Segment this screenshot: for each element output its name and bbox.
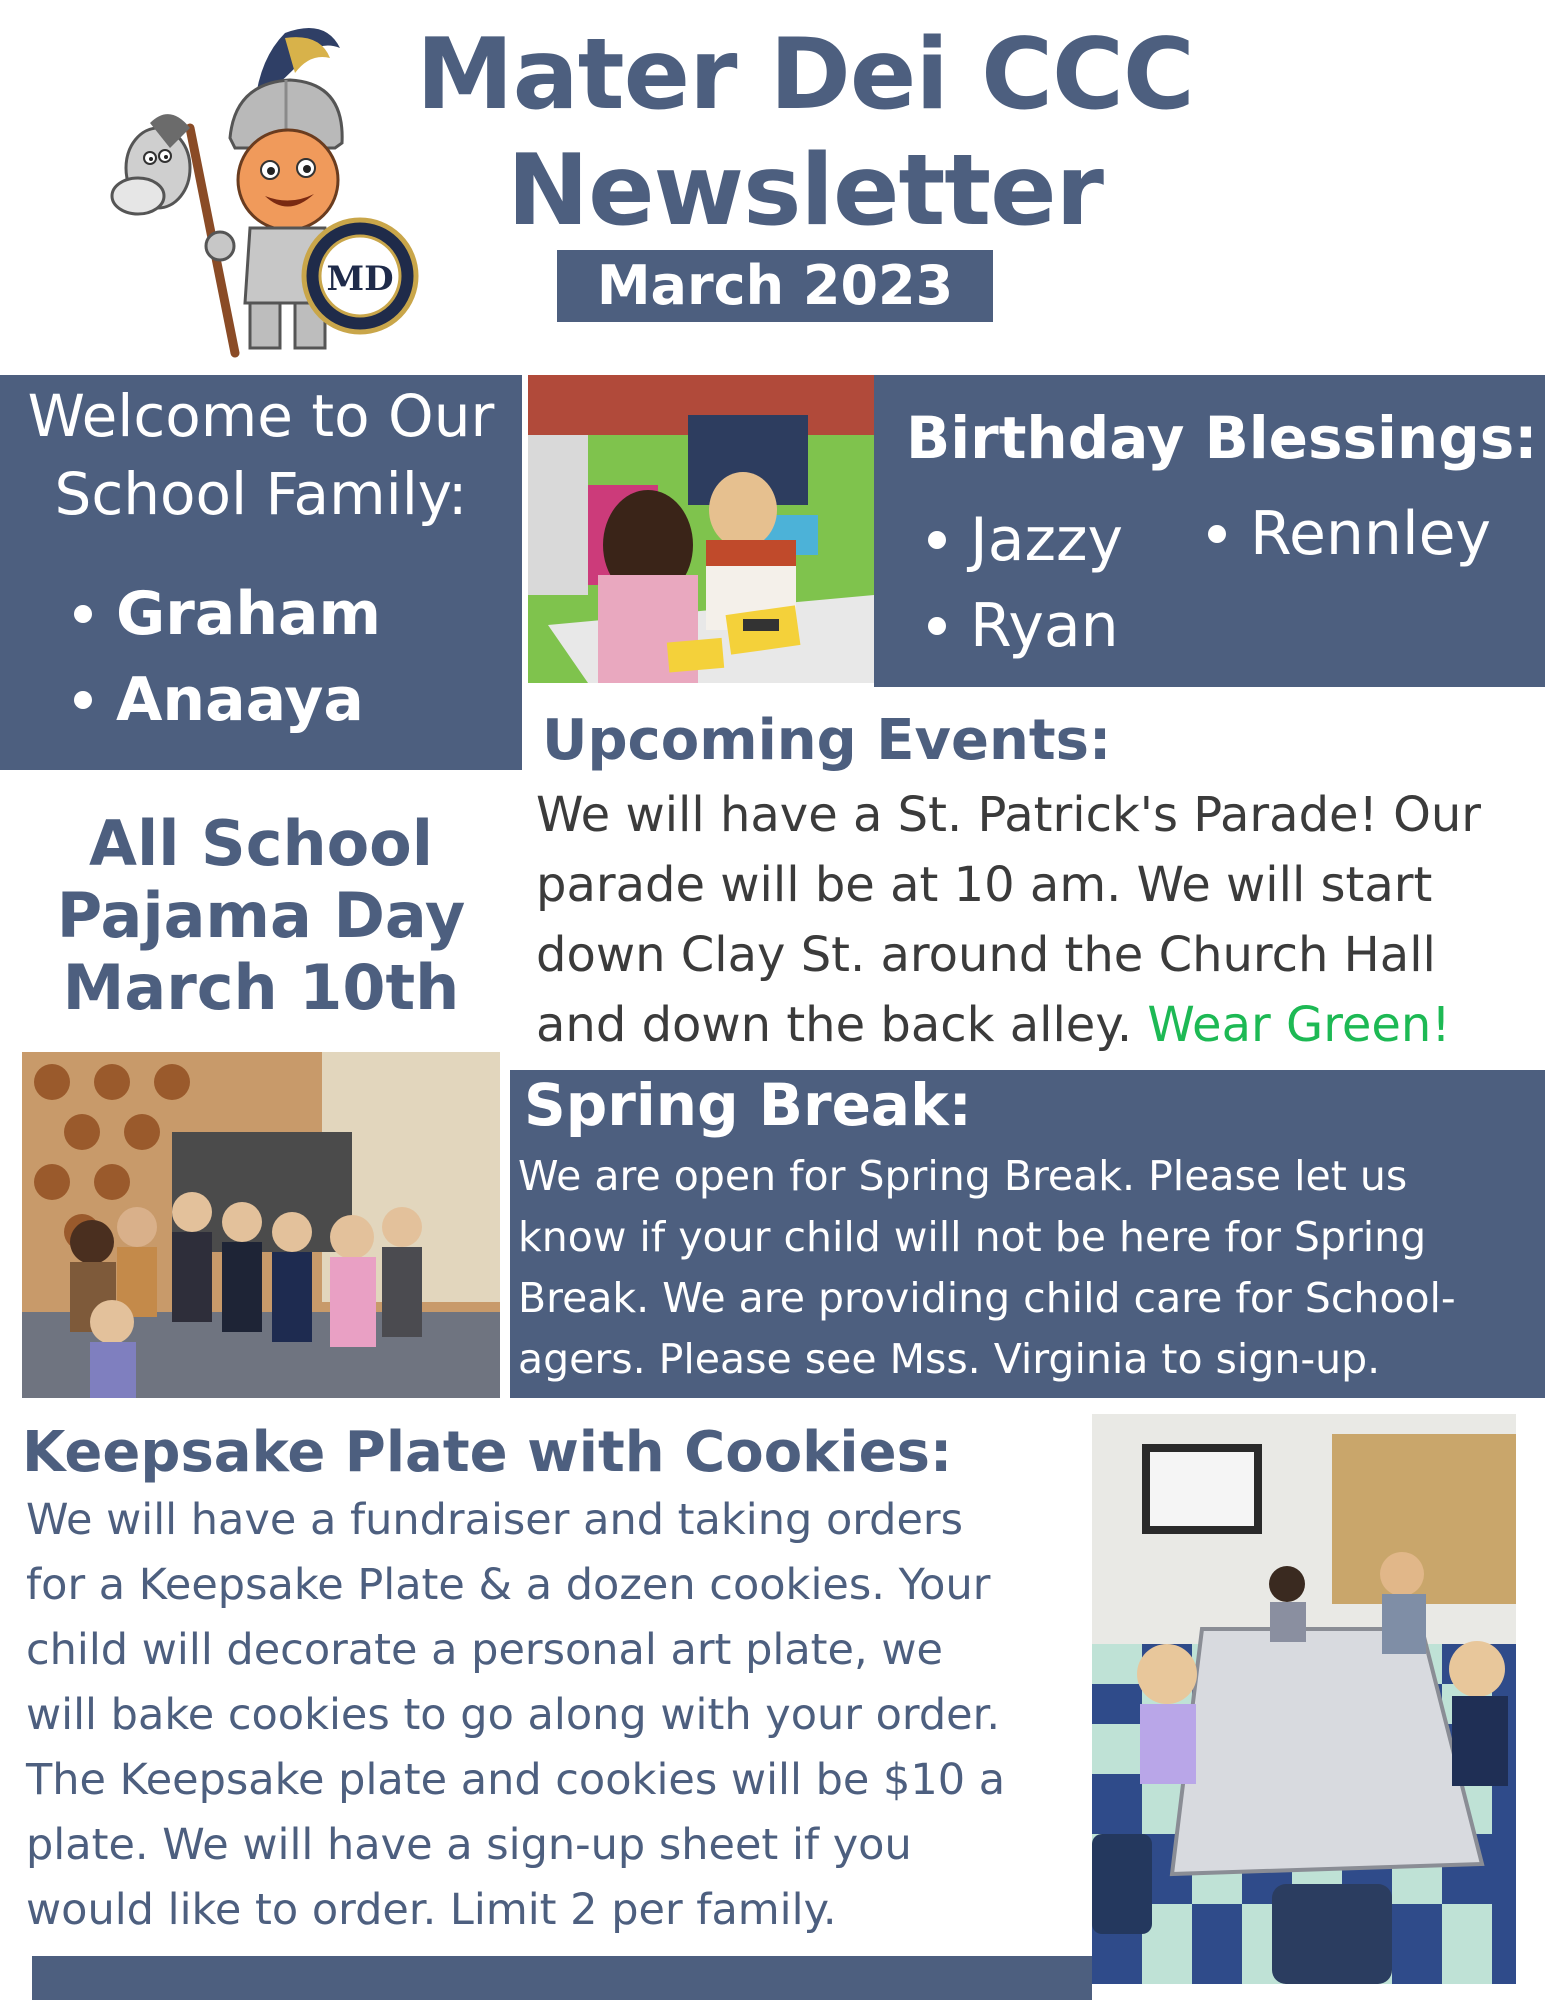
upcoming-line: down Clay St. around the Church Hall	[536, 927, 1436, 983]
spring-break-line: Break. We are providing child care for School-	[518, 1274, 1456, 1322]
photo-group-kids	[22, 1052, 500, 1398]
list-item: Jazzy	[914, 497, 1123, 583]
keepsake-line: We will have a fundraiser and taking orders	[26, 1495, 964, 1545]
footer-bar	[32, 1956, 1092, 2000]
keepsake-body	[26, 1488, 1086, 1943]
welcome-heading-line2: School Family:	[54, 460, 468, 528]
welcome-name-list	[60, 571, 381, 743]
photo-classroom-art-table	[528, 375, 874, 683]
issue-date-badge: March 2023	[557, 250, 993, 322]
photo-sensory-table	[1092, 1414, 1516, 1984]
upcoming-events-heading: Upcoming Events:	[542, 708, 1112, 773]
pajama-line: Pajama Day	[56, 879, 466, 952]
spring-break-heading: Spring Break:	[524, 1071, 972, 1139]
upcoming-events-body	[536, 780, 1541, 1060]
list-item: Graham	[60, 571, 381, 657]
pajama-line: March 10th	[62, 951, 460, 1024]
spring-break-body	[518, 1146, 1538, 1390]
list-item: Ryan	[914, 583, 1123, 669]
upcoming-line: and down the back alley.	[536, 997, 1133, 1053]
birthday-heading: Birthday Blessings:	[906, 404, 1538, 472]
pajama-line: All School	[88, 807, 434, 880]
spring-break-line: agers. Please see Mss. Virginia to sign-up.	[518, 1335, 1381, 1383]
spring-break-panel	[510, 1070, 1545, 1398]
list-item: Anaaya	[60, 657, 381, 743]
welcome-panel	[0, 375, 522, 770]
birthday-list-col2	[1194, 491, 1491, 577]
keepsake-line: would like to order. Limit 2 per family.	[26, 1885, 837, 1935]
svg-text:MD: MD	[326, 259, 394, 299]
keepsake-line: will bake cookies to go along with your order.	[26, 1690, 1001, 1740]
spring-break-line: We are open for Spring Break. Please let us	[518, 1152, 1408, 1200]
spring-break-line: know if your child will not be here for Spring	[518, 1213, 1427, 1261]
birthday-panel	[874, 375, 1545, 687]
wear-green-highlight: Wear Green!	[1147, 997, 1451, 1053]
welcome-heading-line1: Welcome to Our	[27, 382, 495, 450]
mascot-logo	[110, 18, 420, 358]
newsletter-title-line1: Mater Dei CCC	[416, 18, 1194, 132]
pajama-day-notice	[0, 808, 522, 1024]
list-item: Rennley	[1194, 491, 1491, 577]
keepsake-heading: Keepsake Plate with Cookies:	[22, 1420, 953, 1485]
keepsake-line: The Keepsake plate and cookies will be $10 a	[26, 1755, 1006, 1805]
keepsake-line: for a Keepsake Plate & a dozen cookies. Your	[26, 1560, 991, 1610]
newsletter-title-line2: Newsletter	[507, 134, 1103, 248]
upcoming-line: parade will be at 10 am. We will start	[536, 857, 1433, 913]
upcoming-line: We will have a St. Patrick's Parade! Our	[536, 787, 1481, 843]
keepsake-line: plate. We will have a sign-up sheet if you	[26, 1820, 912, 1870]
birthday-list-col1	[914, 497, 1123, 669]
keepsake-line: child will decorate a personal art plate, we	[26, 1625, 943, 1675]
